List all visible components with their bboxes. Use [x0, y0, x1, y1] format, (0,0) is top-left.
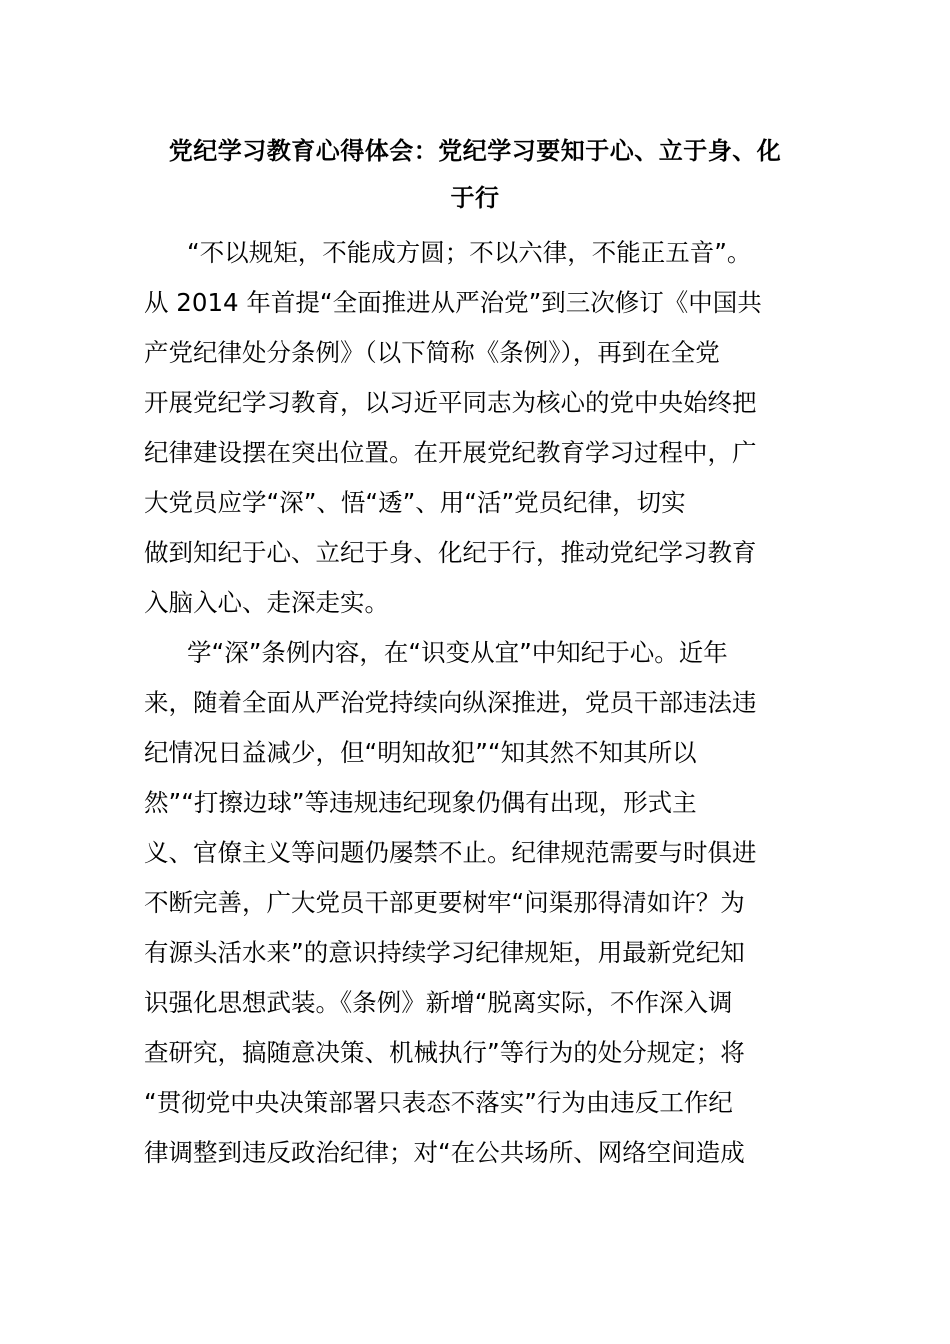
paragraph-1-line-8: 入脑入心、走深走实。 — [144, 588, 389, 617]
paragraph-2-line-1: 学“深”条例内容，在“识变从宜”中知纪于心。近年 — [187, 638, 728, 667]
paragraph-1-line-7: 做到知纪于心、立纪于身、化纪于行，推动党纪学习教育 — [144, 538, 757, 567]
paragraph-1 — [144, 228, 824, 628]
title-line-1: 党纪学习教育心得体会：党纪学习要知于心、立于身、化 — [168, 137, 782, 165]
document-title — [150, 128, 800, 222]
document-body — [144, 228, 824, 1178]
paragraph-2-line-2: 来，随着全面从严治党持续向纵深推进，党员干部违法违 — [144, 688, 757, 717]
paragraph-2-line-8: 识强化思想武装。《条例》新增“脱离实际，不作深入调 — [144, 988, 733, 1017]
paragraph-1-line-2: 从 2014 年首提“全面推进从严治党”到三次修订《中国共 — [144, 288, 762, 317]
paragraph-2-line-4: 然”“打擦边球”等违规违纪现象仍偶有出现，形式主 — [144, 788, 697, 817]
paragraph-2-line-11: 律调整到违反政治纪律；对“在公共场所、网络空间造成 — [144, 1138, 745, 1167]
paragraph-1-line-1: “不以规矩，不能成方圆；不以六律，不能正五音”。 — [187, 238, 752, 267]
paragraph-2-line-9: 查研究，搞随意决策、机械执行”等行为的处分规定；将 — [144, 1038, 745, 1067]
paragraph-1-line-4: 开展党纪学习教育，以习近平同志为核心的党中央始终把 — [144, 388, 757, 417]
paragraph-1-line-5: 纪律建设摆在突出位置。在开展党纪教育学习过程中，广 — [144, 438, 757, 467]
paragraph-2-line-6: 不断完善，广大党员干部更要树牢“问渠那得清如许？为 — [144, 888, 745, 917]
paragraph-2 — [144, 628, 824, 1178]
paragraph-1-line-3: 产党纪律处分条例》（以下简称《条例》），再到在全党 — [144, 338, 720, 367]
paragraph-2-line-10: “贯彻党中央决策部署只表态不落实”行为由违反工作纪 — [144, 1088, 733, 1117]
title-line-2: 于行 — [450, 184, 500, 212]
paragraph-1-line-6: 大党员应学“深”、悟“透”、用“活”党员纪律，切实 — [144, 488, 686, 517]
paragraph-2-line-7: 有源头活水来”的意识持续学习纪律规矩，用最新党纪知 — [144, 938, 745, 967]
paragraph-2-line-5: 义、官僚主义等问题仍屡禁不止。纪律规范需要与时俱进 — [144, 838, 757, 867]
paragraph-2-line-3: 纪情况日益减少，但“明知故犯”“知其然不知其所以 — [144, 738, 697, 767]
